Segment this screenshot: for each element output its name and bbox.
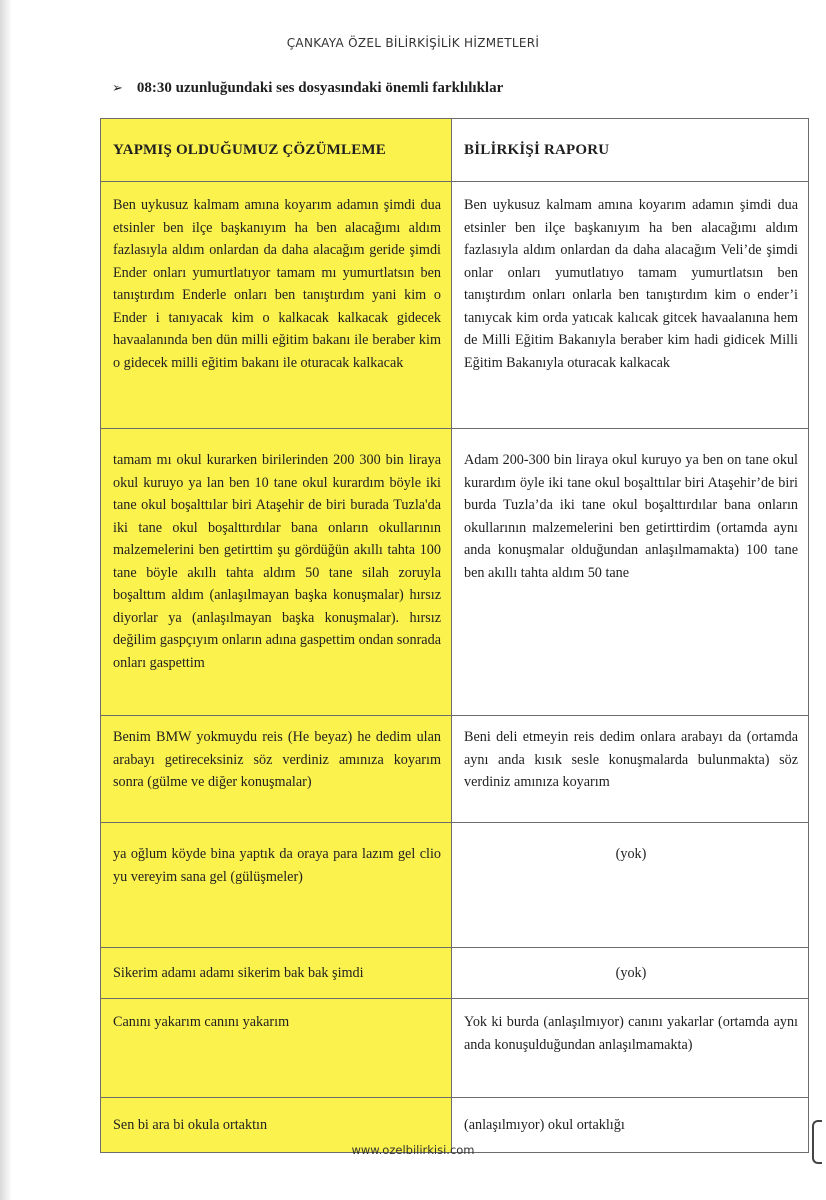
expert-report-cell: Adam 200-300 bin liraya okul kuruyo ya ben on tane okul kurardım öyle iki tane okul boşalttılar biri Ataşehir’de biri burda Tuzla’da iki tane okul boşalttırdılar bana onların okullarının malzemelerini ben getirttirdim (ortamda aynı anda konuşmalar olduğundan anlaşılmamakta) 100 tane ben akıllı tahta aldım 50 tane bbox=[452, 429, 809, 716]
our-analysis-cell: Sikerim adamı adamı sikerim bak bak şimdi bbox=[101, 948, 452, 999]
expert-report-cell: (yok) bbox=[452, 948, 809, 999]
comparison-table bbox=[100, 118, 809, 1153]
footer-website: www.ozelbilirkisi.com bbox=[351, 1143, 475, 1157]
table-row bbox=[101, 182, 809, 429]
our-analysis-cell: Canını yakarım canını yakarım bbox=[101, 999, 452, 1098]
company-header: ÇANKAYA ÖZEL BİLİRKİŞİLİK HİZMETLERİ bbox=[286, 36, 540, 50]
expert-report-cell: (anlaşılmıyor) okul ortaklığı bbox=[452, 1098, 809, 1153]
expert-report-cell: Beni deli etmeyin reis dedim onlara arabayı da (ortamda aynı anda kısık sesle konuşmalarda bulunmakta) söz verdiniz amınıza koyarım bbox=[452, 716, 809, 823]
table-row bbox=[101, 999, 809, 1098]
our-analysis-cell: tamam mı okul kurarken birilerinden 200 300 bin liraya okul kuruyo ya lan ben 10 tane okul kurardım böyle iki tane okul boşalttılar biri Ataşehir de biri burada Tuzla'da iki tane okul boşalttırdılar bana onların okullarının malzemelerini ben getirttim şu gördüğün akıllı tahta 100 tane böyle akıllı tahta aldım 50 tane silah zoruyla boşalttım aldım (anlaşılmayan başka konuşmalar) hırsız diyorlar ya (anlaşılmayan başka konuşmalar). hırsız değilim gaspçıyım onların adına gaspettim ondan sonrada onları gaspettim bbox=[101, 429, 452, 716]
page-edge-shadow bbox=[0, 0, 12, 1200]
column-header-our-analysis: YAPMIŞ OLDUĞUMUZ ÇÖZÜMLEME bbox=[101, 119, 452, 182]
our-analysis-cell: Ben uykusuz kalmam amına koyarım adamın şimdi dua etsinler ben ilçe başkanıyım ha ben alacağımı aldım fazlasıyla aldım onlardan da daha alacağım geride şimdi Ender onları yumurtlatıyor tamam mı yumurtlatsın ben tanıştırdım Enderle onları ben tanıştırdım yani kim o Ender i tanıyacak kim o kalkacak kalkacak gidecek havaalanında ben dün milli eğitim bakanı ile beraber kim o gidecek milli eğitim bakanı ile oturacak kalkacak bbox=[101, 182, 452, 429]
expert-report-cell: Ben uykusuz kalmam amına koyarım adamın şimdi dua etsinler ben ilçe başkanıyım ha ben alacağımı aldım fazlasıyla aldım onlardan da daha alacağım Veli’de şimdi onlar onları yumutlatıyo tamam yumurtlatsın ben tanıştırdım onları onlarla ben tanıştırdım kim o ender’i tanıycak kim orda yatıcak kalıcak gitcek havaalanına hem de Milli Eğitim Bakanıyla beraber kim hadi gidicek Milli Eğitim Bakanıyla oturacak kalkacak bbox=[452, 182, 809, 429]
expert-report-cell: (yok) bbox=[452, 823, 809, 948]
table-row bbox=[101, 429, 809, 716]
table-header-row bbox=[101, 119, 809, 182]
page-corner-bracket bbox=[812, 1120, 822, 1164]
expert-report-cell: Yok ki burda (anlaşılmıyor) canını yakarlar (ortamda aynı anda konuşulduğundan anlaşılmamakta) bbox=[452, 999, 809, 1098]
our-analysis-cell: ya oğlum köyde bina yaptık da oraya para lazım gel clio yu vereyim sana gel (gülüşmeler) bbox=[101, 823, 452, 948]
our-analysis-cell: Sen bi ara bi okula ortaktın bbox=[101, 1098, 452, 1153]
table-row bbox=[101, 716, 809, 823]
subtitle-text: 08:30 uzunluğundaki ses dosyasındaki önemli farklılıklar bbox=[136, 80, 504, 96]
column-header-expert-report: BİLİRKİŞİ RAPORU bbox=[452, 119, 809, 182]
arrow-bullet-icon: ➢ bbox=[112, 81, 123, 96]
our-analysis-cell: Benim BMW yokmuydu reis (He beyaz) he dedim ulan arabayı getireceksiniz söz verdiniz amınıza koyarım sonra (gülme ve diğer konuşmalar) bbox=[101, 716, 452, 823]
table-row bbox=[101, 948, 809, 999]
table-row bbox=[101, 823, 809, 948]
section-subtitle bbox=[112, 80, 503, 97]
